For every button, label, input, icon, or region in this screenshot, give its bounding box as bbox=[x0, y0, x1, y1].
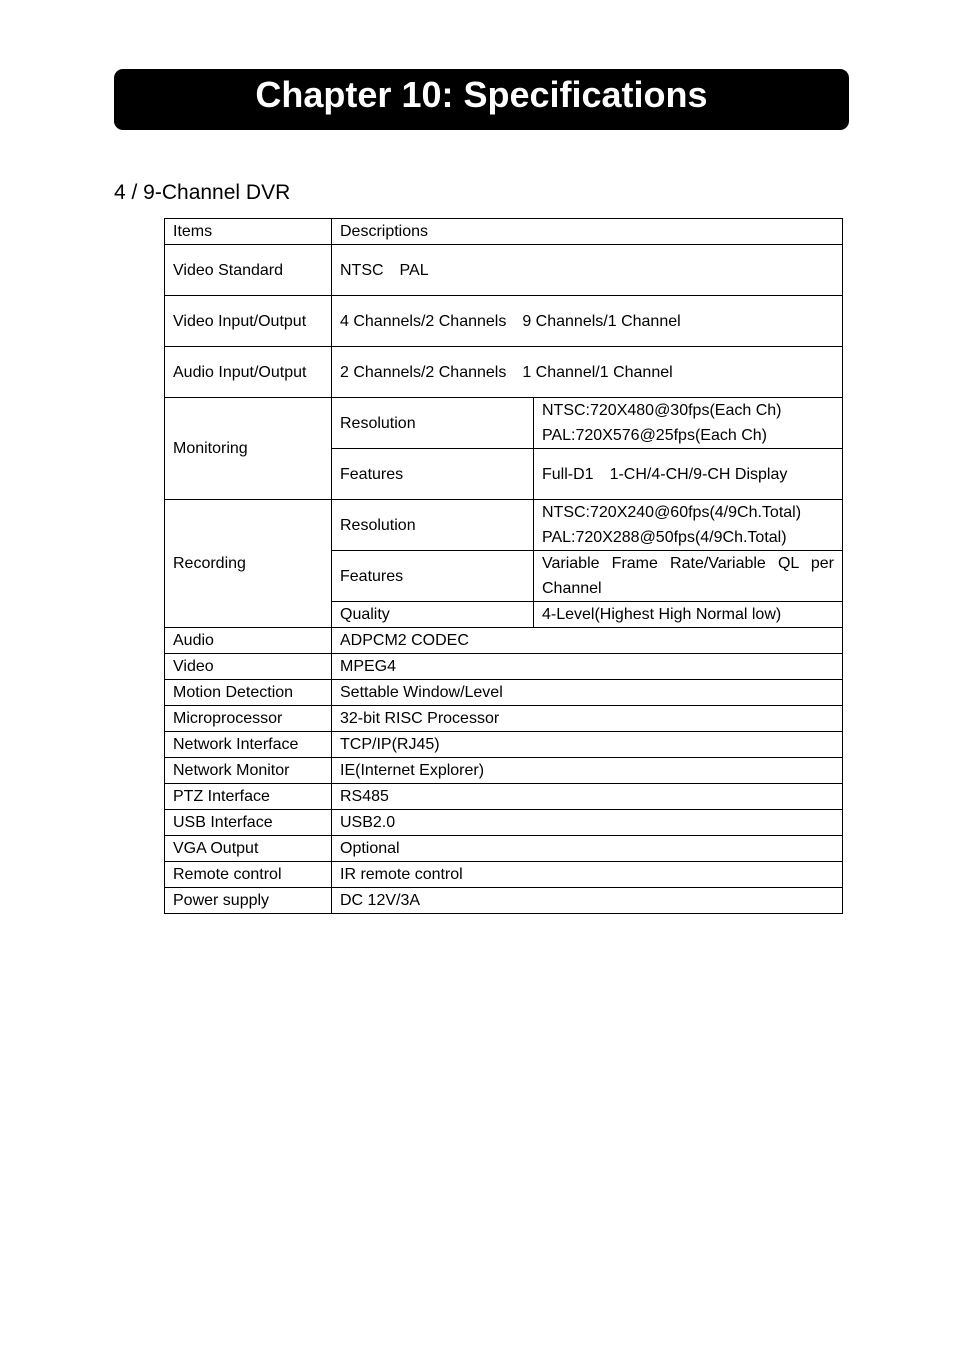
monitoring-features-label: Features bbox=[332, 449, 534, 500]
monitoring-resolution-pal: PAL:720X576@25fps(Each Ch) bbox=[542, 427, 767, 444]
monitoring-resolution-label: Resolution bbox=[332, 398, 534, 449]
row-value: ADPCM2 CODEC bbox=[332, 628, 843, 654]
row-label: Microprocessor bbox=[165, 706, 332, 732]
row-value: USB2.0 bbox=[332, 810, 843, 836]
row-value: MPEG4 bbox=[332, 654, 843, 680]
monitoring-label: Monitoring bbox=[165, 398, 332, 500]
row-label: Network Interface bbox=[165, 732, 332, 758]
row-label: Remote control bbox=[165, 862, 332, 888]
audio-io-label: Audio Input/Output bbox=[165, 347, 332, 398]
table-row bbox=[165, 836, 843, 862]
specifications-table bbox=[164, 218, 843, 914]
row-label: Audio bbox=[165, 628, 332, 654]
monitoring-resolution-ntsc: NTSC:720X480@30fps(Each Ch) bbox=[542, 402, 782, 419]
table-row bbox=[165, 296, 843, 347]
row-label: VGA Output bbox=[165, 836, 332, 862]
table-row bbox=[165, 654, 843, 680]
row-label: USB Interface bbox=[165, 810, 332, 836]
video-io-value: 4 Channels/2 Channels 9 Channels/1 Channel bbox=[332, 296, 843, 347]
row-label: Motion Detection bbox=[165, 680, 332, 706]
table-row bbox=[165, 732, 843, 758]
recording-quality-label: Quality bbox=[332, 602, 534, 628]
recording-features-value: Variable Frame Rate/Variable QL per Channel bbox=[534, 551, 843, 602]
table-row bbox=[165, 680, 843, 706]
table-row bbox=[165, 706, 843, 732]
table-row bbox=[165, 888, 843, 914]
header-descriptions: Descriptions bbox=[332, 219, 843, 245]
row-value: RS485 bbox=[332, 784, 843, 810]
table-row bbox=[165, 758, 843, 784]
video-standard-label: Video Standard bbox=[165, 245, 332, 296]
row-label: PTZ Interface bbox=[165, 784, 332, 810]
row-label: Network Monitor bbox=[165, 758, 332, 784]
video-standard-value: NTSC PAL bbox=[332, 245, 843, 296]
table-row bbox=[165, 862, 843, 888]
row-value: 32-bit RISC Processor bbox=[332, 706, 843, 732]
monitoring-features-value: Full-D1 1-CH/4-CH/9-CH Display bbox=[534, 449, 843, 500]
recording-resolution-label: Resolution bbox=[332, 500, 534, 551]
recording-label: Recording bbox=[165, 500, 332, 628]
monitoring-resolution-value bbox=[534, 398, 843, 449]
table-row bbox=[165, 810, 843, 836]
chapter-banner bbox=[114, 69, 849, 130]
recording-resolution-value bbox=[534, 500, 843, 551]
table-row bbox=[165, 245, 843, 296]
row-value: Optional bbox=[332, 836, 843, 862]
table-row bbox=[165, 784, 843, 810]
table-row bbox=[165, 347, 843, 398]
table-row bbox=[165, 398, 843, 449]
row-value: IE(Internet Explorer) bbox=[332, 758, 843, 784]
recording-features-label: Features bbox=[332, 551, 534, 602]
recording-resolution-pal: PAL:720X288@50fps(4/9Ch.Total) bbox=[542, 529, 787, 546]
row-value: TCP/IP(RJ45) bbox=[332, 732, 843, 758]
row-label: Video bbox=[165, 654, 332, 680]
row-value: IR remote control bbox=[332, 862, 843, 888]
row-label: Power supply bbox=[165, 888, 332, 914]
table-row bbox=[165, 500, 843, 551]
video-io-label: Video Input/Output bbox=[165, 296, 332, 347]
chapter-title: Chapter 10: Specifications bbox=[255, 74, 708, 115]
section-title: 4 / 9-Channel DVR bbox=[114, 181, 291, 204]
recording-resolution-ntsc: NTSC:720X240@60fps(4/9Ch.Total) bbox=[542, 504, 802, 521]
table-header-row bbox=[165, 219, 843, 245]
row-value: DC 12V/3A bbox=[332, 888, 843, 914]
row-value: Settable Window/Level bbox=[332, 680, 843, 706]
audio-io-value: 2 Channels/2 Channels 1 Channel/1 Channel bbox=[332, 347, 843, 398]
header-items: Items bbox=[165, 219, 332, 245]
recording-quality-value: 4-Level(Highest High Normal low) bbox=[534, 602, 843, 628]
table-row bbox=[165, 628, 843, 654]
